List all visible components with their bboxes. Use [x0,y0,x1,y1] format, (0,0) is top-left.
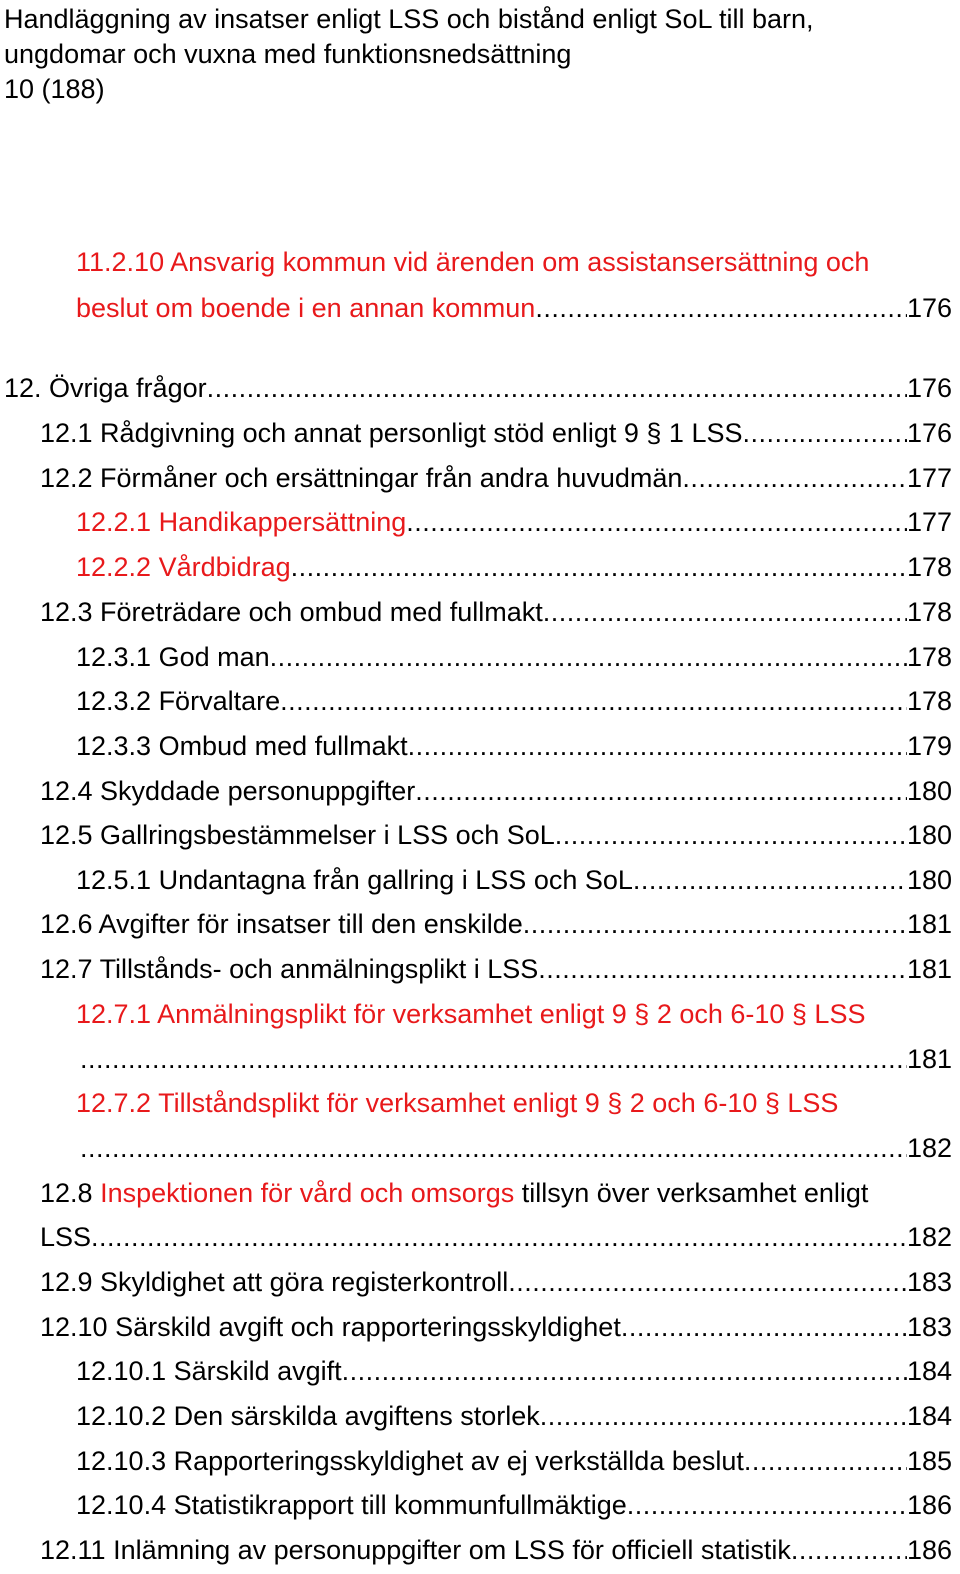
toc-entry-title: 12.5.1 Undantagna från gallring i LSS och SoL [76,865,633,895]
toc-page-number: 177 [906,463,952,493]
toc-page-number: 186 [906,1535,952,1565]
toc-entry-title: 12.10 Särskild avgift och rapporteringsskyldighet [40,1312,621,1342]
toc-entry-12-10-2[interactable] [76,1398,952,1434]
toc-page-number: 185 [906,1446,952,1476]
header-page-number: 10 (188) [4,74,105,104]
toc-entry-title: 12.4 Skyddade personuppgifter [40,776,416,806]
toc-entry-title: LSS [40,1222,92,1252]
toc-entry-title: 12.2 Förmåner och ersättningar från andra huvudmän [40,463,683,493]
toc-page-number: 178 [906,686,952,716]
toc-entry-12-9[interactable] [40,1264,952,1300]
toc-entry-12-7-1-line-1[interactable]: 12.7.1 Anmälningsplikt för verksamhet enligt 9 § 2 och 6-10 § LSS [76,999,866,1029]
dot-leader [555,817,907,853]
toc-entry-12-5[interactable] [40,817,952,853]
toc-page-number: 180 [906,776,952,806]
dot-leader [270,639,907,675]
toc-entry-title: 12.11 Inlämning av personuppgifter om LSS för officiell statistik [40,1535,791,1565]
toc-entry-title: 12.10.4 Statistikrapport till kommunfullmäktige [76,1490,627,1520]
dot-leader [535,290,907,326]
toc-page-number: 181 [906,1044,952,1074]
toc-entry-12-8[interactable] [40,1219,952,1255]
toc-page-number: 184 [906,1356,952,1386]
dot-leader [291,549,907,585]
toc-entry-12-10-1[interactable] [76,1353,952,1389]
dot-leader [633,862,907,898]
toc-entry-title: 12.5 Gallringsbestämmelser i LSS och SoL [40,820,555,850]
toc-entry-12-7[interactable] [40,951,952,987]
dot-leader [523,906,907,942]
toc-entry-title: 12.2.2 Vårdbidrag [76,552,291,582]
toc-entry-title: 12.6 Avgifter för insatser till den enskilde [40,909,523,939]
toc-entry-title: beslut om boende i en annan kommun [76,293,536,323]
dot-leader [627,1487,907,1523]
toc-page-number: 180 [906,865,952,895]
toc-entry-title: 12.10.1 Särskild avgift [76,1356,342,1386]
toc-entry-title: 12.1 Rådgivning och annat personligt stöd enligt 9 § 1 LSS [40,418,743,448]
toc-page-number: 178 [906,642,952,672]
toc-entry-title: 12.9 Skyldighet att göra registerkontroll [40,1267,509,1297]
dot-leader [538,951,907,987]
toc-entry-title: 12.2.1 Handikappersättning [76,507,407,537]
dot-leader [207,370,907,406]
header-title-line-2: ungdomar och vuxna med funktionsnedsättning [4,39,572,69]
toc-entry-11-2-10[interactable] [76,290,952,326]
dot-leader [80,1041,907,1077]
toc-page-number: 183 [906,1267,952,1297]
toc-entry-12-4[interactable] [40,773,952,809]
dot-leader [791,1532,907,1568]
toc-entry-12-10[interactable] [40,1309,952,1345]
toc-entry-title: 12. Övriga frågor [4,373,207,403]
toc-entry-title: 12.3 Företrädare och ombud med fullmakt [40,597,543,627]
dot-leader [280,683,907,719]
toc-page-number: 178 [906,552,952,582]
dot-leader [342,1353,907,1389]
toc-entry-12-2-2[interactable] [76,549,952,585]
toc-entry-12-3-2[interactable] [76,683,952,719]
toc-page-number: 180 [906,820,952,850]
toc-entry-12-3-3[interactable] [76,728,952,764]
toc-page-number: 183 [906,1312,952,1342]
toc-entry-title: 12.10.2 Den särskilda avgiftens storlek [76,1401,540,1431]
dot-leader [406,504,907,540]
dot-leader [80,1130,907,1166]
dot-leader [744,1443,907,1479]
toc-page-number: 186 [906,1490,952,1520]
toc-entry-title: 12.3.1 God man [76,642,270,672]
toc-page-number: 179 [906,731,952,761]
toc-entry-12-2[interactable] [40,460,952,496]
dot-leader [543,594,907,630]
toc-page-number: 182 [906,1133,952,1163]
dot-leader [415,773,907,809]
toc-entry-12-7-1[interactable] [80,1041,952,1077]
toc-entry-12-1[interactable] [40,415,952,451]
toc-page-number: 181 [906,909,952,939]
toc-entry-title: 12.10.3 Rapporteringsskyldighet av ej verkställda beslut [76,1446,744,1476]
toc-entry-12-7-2[interactable] [80,1130,952,1166]
toc-entry-12-10-3[interactable] [76,1443,952,1479]
toc-page-number: 178 [906,597,952,627]
toc-entry-12[interactable] [4,370,952,406]
dot-leader [508,1264,907,1300]
dot-leader [408,728,907,764]
toc-page-number: 184 [906,1401,952,1431]
dot-leader [682,460,907,496]
toc-entry-12-3-1[interactable] [76,639,952,675]
dot-leader [91,1219,907,1255]
dot-leader [621,1309,907,1345]
toc-entry-12-6[interactable] [40,906,952,942]
header-title-line-1: Handläggning av insatser enligt LSS och bistånd enligt SoL till barn, [4,4,814,34]
dot-leader [743,415,907,451]
dot-leader [540,1398,907,1434]
toc-page-number: 176 [906,293,952,323]
toc-entry-11-2-10-line-1[interactable]: 11.2.10 Ansvarig kommun vid ärenden om assistansersättning och [76,247,870,277]
toc-entry-12-8-line-1[interactable] [40,1175,868,1211]
toc-entry-12-10-4[interactable] [76,1487,952,1523]
toc-page-number: 181 [906,954,952,984]
toc-entry-title: 12.3.2 Förvaltare [76,686,281,716]
toc-entry-title: 12.7 Tillstånds- och anmälningsplikt i LSS [40,954,539,984]
toc-entry-title: 12.3.3 Ombud med fullmakt [76,731,408,761]
toc-entry-title-red-part: Inspektionen för vård och omsorgs [100,1178,515,1208]
toc-page-number: 176 [906,373,952,403]
toc-entry-12-7-2-line-1[interactable]: 12.7.2 Tillståndsplikt för verksamhet enligt 9 § 2 och 6-10 § LSS [76,1088,839,1118]
toc-entry-number: 12.8 [40,1178,101,1208]
toc-entry-12-5-1[interactable] [76,862,952,898]
toc-entry-12-11[interactable] [40,1532,952,1568]
toc-page-number: 176 [906,418,952,448]
toc-page-number: 177 [906,507,952,537]
toc-page-number: 182 [906,1222,952,1252]
toc-entry-12-2-1[interactable] [76,504,952,540]
toc-entry-12-3[interactable] [40,594,952,630]
toc-entry-title-black-part: tillsyn över verksamhet enligt [514,1178,869,1208]
